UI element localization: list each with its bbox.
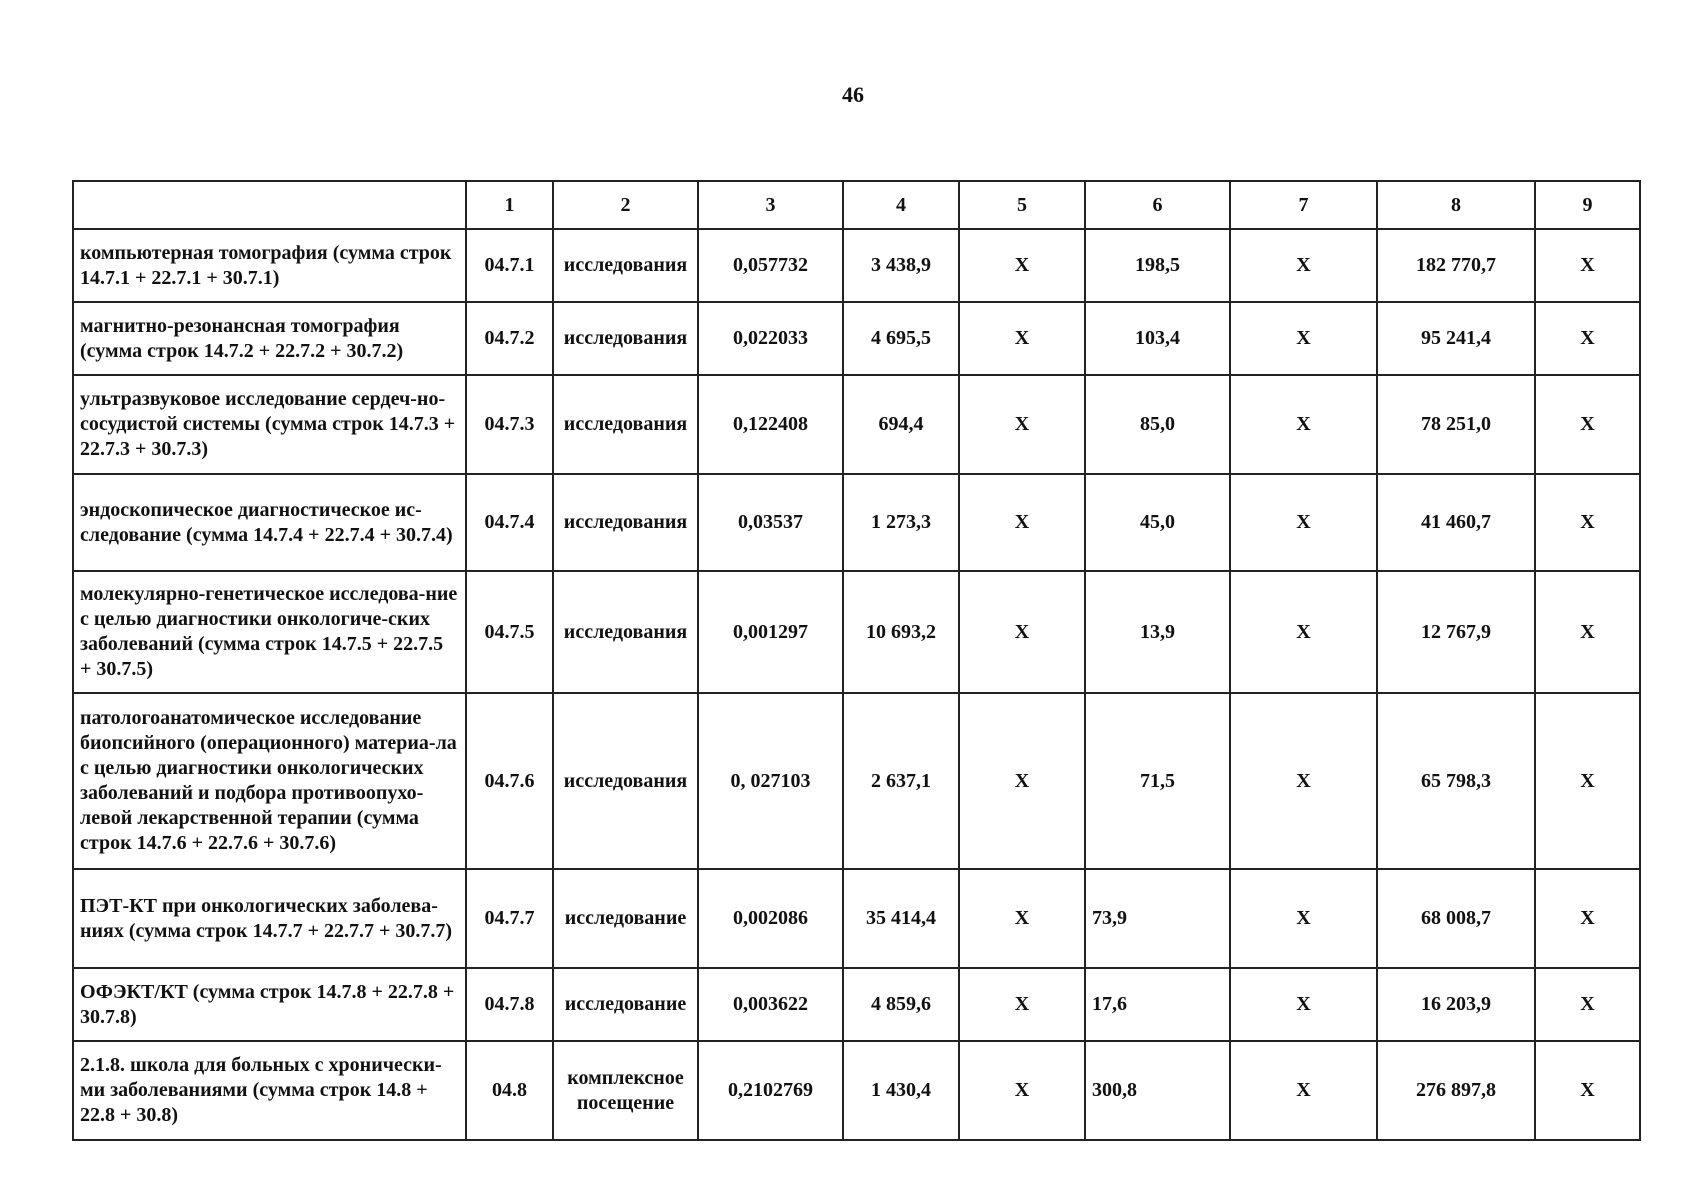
row-col-7: Х bbox=[1230, 229, 1377, 302]
table-row bbox=[73, 869, 1640, 968]
table-row bbox=[73, 229, 1640, 302]
header-cell-name bbox=[73, 181, 466, 229]
row-col-4: 694,4 bbox=[843, 375, 959, 474]
row-name: компьютерная томография (сумма строк 14.7.1 + 22.7.1 + 30.7.1) bbox=[73, 229, 466, 302]
row-col-8: 65 798,3 bbox=[1377, 693, 1535, 869]
header-cell-3: 3 bbox=[698, 181, 843, 229]
row-col-8: 16 203,9 bbox=[1377, 968, 1535, 1041]
row-col-8: 12 767,9 bbox=[1377, 571, 1535, 693]
row-col-5: Х bbox=[959, 571, 1085, 693]
row-col-7: Х bbox=[1230, 968, 1377, 1041]
row-name: молекулярно-генетическое исследова-ние с целью диагностики онкологиче-ских заболеваний (сумма строк 14.7.5 + 22.7.5 + 30.7.5) bbox=[73, 571, 466, 693]
row-unit: исследование bbox=[553, 869, 698, 968]
row-col-4: 10 693,2 bbox=[843, 571, 959, 693]
row-col-9: Х bbox=[1535, 571, 1640, 693]
header-cell-5: 5 bbox=[959, 181, 1085, 229]
row-col-9: Х bbox=[1535, 869, 1640, 968]
row-unit: исследования bbox=[553, 302, 698, 375]
row-code: 04.7.2 bbox=[466, 302, 553, 375]
page-number: 46 bbox=[842, 82, 864, 107]
row-code: 04.7.5 bbox=[466, 571, 553, 693]
row-unit: комплексное посещение bbox=[553, 1041, 698, 1140]
row-col-6: 198,5 bbox=[1085, 229, 1230, 302]
row-col-6: 17,6 bbox=[1085, 968, 1230, 1041]
row-col-3: 0,2102769 bbox=[698, 1041, 843, 1140]
row-col-3: 0,022033 bbox=[698, 302, 843, 375]
row-col-4: 35 414,4 bbox=[843, 869, 959, 968]
row-col-8: 41 460,7 bbox=[1377, 474, 1535, 571]
row-code: 04.7.6 bbox=[466, 693, 553, 869]
table-row bbox=[73, 968, 1640, 1041]
row-name: ПЭТ-КТ при онкологических заболева-ниях (сумма строк 14.7.7 + 22.7.7 + 30.7.7) bbox=[73, 869, 466, 968]
row-col-4: 1 273,3 bbox=[843, 474, 959, 571]
row-col-6: 13,9 bbox=[1085, 571, 1230, 693]
row-name: патологоанатомическое исследование биопсийного (операционного) материа-ла с целью диагностики онкологических заболеваний и подбора противоопухо-левой лекарственной терапии (сумма строк 14.7.6 + 22.7.6 + 30.7.6) bbox=[73, 693, 466, 869]
row-col-4: 3 438,9 bbox=[843, 229, 959, 302]
row-unit: исследование bbox=[553, 968, 698, 1041]
row-col-3: 0, 027103 bbox=[698, 693, 843, 869]
row-col-6: 103,4 bbox=[1085, 302, 1230, 375]
row-col-4: 1 430,4 bbox=[843, 1041, 959, 1140]
row-col-5: Х bbox=[959, 693, 1085, 869]
header-cell-1: 1 bbox=[466, 181, 553, 229]
row-code: 04.7.7 bbox=[466, 869, 553, 968]
row-col-9: Х bbox=[1535, 375, 1640, 474]
row-name: 2.1.8. школа для больных с хронически-ми заболеваниями (сумма строк 14.8 + 22.8 + 30.8) bbox=[73, 1041, 466, 1140]
row-name: ОФЭКТ/КТ (сумма строк 14.7.8 + 22.7.8 + 30.7.8) bbox=[73, 968, 466, 1041]
table-row bbox=[73, 375, 1640, 474]
row-col-5: Х bbox=[959, 968, 1085, 1041]
row-col-5: Х bbox=[959, 375, 1085, 474]
row-col-6: 85,0 bbox=[1085, 375, 1230, 474]
row-col-4: 4 695,5 bbox=[843, 302, 959, 375]
table-row bbox=[73, 693, 1640, 869]
data-table bbox=[72, 180, 1641, 1141]
row-col-7: Х bbox=[1230, 474, 1377, 571]
row-unit: исследования bbox=[553, 571, 698, 693]
row-col-5: Х bbox=[959, 302, 1085, 375]
row-col-9: Х bbox=[1535, 693, 1640, 869]
row-col-6: 71,5 bbox=[1085, 693, 1230, 869]
header-cell-7: 7 bbox=[1230, 181, 1377, 229]
row-name: эндоскопическое диагностическое ис-следование (сумма 14.7.4 + 22.7.4 + 30.7.4) bbox=[73, 474, 466, 571]
row-col-9: Х bbox=[1535, 302, 1640, 375]
table-row bbox=[73, 302, 1640, 375]
header-cell-8: 8 bbox=[1377, 181, 1535, 229]
row-col-7: Х bbox=[1230, 302, 1377, 375]
header-row bbox=[73, 181, 1640, 229]
row-col-7: Х bbox=[1230, 693, 1377, 869]
row-col-4: 2 637,1 bbox=[843, 693, 959, 869]
row-code: 04.7.4 bbox=[466, 474, 553, 571]
row-col-9: Х bbox=[1535, 229, 1640, 302]
header-cell-4: 4 bbox=[843, 181, 959, 229]
row-col-9: Х bbox=[1535, 474, 1640, 571]
row-col-3: 0,002086 bbox=[698, 869, 843, 968]
header-cell-2: 2 bbox=[553, 181, 698, 229]
row-code: 04.7.8 bbox=[466, 968, 553, 1041]
table-row bbox=[73, 474, 1640, 571]
row-code: 04.7.3 bbox=[466, 375, 553, 474]
row-col-7: Х bbox=[1230, 571, 1377, 693]
header-cell-6: 6 bbox=[1085, 181, 1230, 229]
row-unit: исследования bbox=[553, 375, 698, 474]
row-col-8: 276 897,8 bbox=[1377, 1041, 1535, 1140]
row-col-5: Х bbox=[959, 869, 1085, 968]
row-col-8: 68 008,7 bbox=[1377, 869, 1535, 968]
row-col-4: 4 859,6 bbox=[843, 968, 959, 1041]
row-name: магнитно-резонансная томография (сумма строк 14.7.2 + 22.7.2 + 30.7.2) bbox=[73, 302, 466, 375]
row-col-7: Х bbox=[1230, 869, 1377, 968]
row-col-5: Х bbox=[959, 474, 1085, 571]
row-col-9: Х bbox=[1535, 968, 1640, 1041]
row-col-6: 45,0 bbox=[1085, 474, 1230, 571]
row-col-3: 0,03537 bbox=[698, 474, 843, 571]
row-col-7: Х bbox=[1230, 375, 1377, 474]
row-col-9: Х bbox=[1535, 1041, 1640, 1140]
row-unit: исследования bbox=[553, 693, 698, 869]
row-col-8: 182 770,7 bbox=[1377, 229, 1535, 302]
row-col-3: 0,003622 bbox=[698, 968, 843, 1041]
row-code: 04.8 bbox=[466, 1041, 553, 1140]
row-col-7: Х bbox=[1230, 1041, 1377, 1140]
row-name: ультразвуковое исследование сердеч-но-сосудистой системы (сумма строк 14.7.3 + 22.7.3 + 30.7.3) bbox=[73, 375, 466, 474]
row-unit: исследования bbox=[553, 474, 698, 571]
row-unit: исследования bbox=[553, 229, 698, 302]
row-col-3: 0,122408 bbox=[698, 375, 843, 474]
table-row bbox=[73, 571, 1640, 693]
header-cell-9: 9 bbox=[1535, 181, 1640, 229]
row-code: 04.7.1 bbox=[466, 229, 553, 302]
row-col-3: 0,057732 bbox=[698, 229, 843, 302]
row-col-6: 300,8 bbox=[1085, 1041, 1230, 1140]
row-col-6: 73,9 bbox=[1085, 869, 1230, 968]
row-col-8: 78 251,0 bbox=[1377, 375, 1535, 474]
row-col-5: Х bbox=[959, 229, 1085, 302]
row-col-8: 95 241,4 bbox=[1377, 302, 1535, 375]
row-col-5: Х bbox=[959, 1041, 1085, 1140]
row-col-3: 0,001297 bbox=[698, 571, 843, 693]
table-row bbox=[73, 1041, 1640, 1140]
